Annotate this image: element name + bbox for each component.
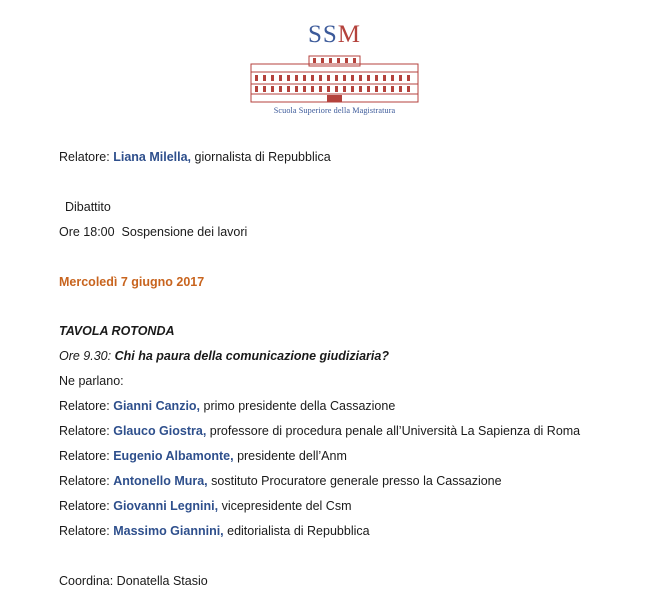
date-heading: Mercoledì 7 giugno 2017 (59, 275, 205, 289)
speaker-name: Eugenio Albamonte, (113, 449, 234, 463)
round-table-heading: TAVOLA ROTONDA (59, 324, 175, 338)
relatore-label: Relatore: (59, 399, 110, 413)
ssm-logo (247, 18, 422, 118)
logo-subtitle: Scuola Superiore della Magistratura (273, 106, 396, 115)
speaker-role: giornalista di Repubblica (191, 150, 331, 164)
logo-title-m: M (337, 21, 362, 48)
intro-speaker-line (59, 149, 331, 165)
speaker-role: primo presidente della Cassazione (200, 399, 396, 413)
relatore-label: Relatore: (59, 474, 110, 488)
speaker-row (59, 398, 395, 414)
relatore-label: Relatore: (59, 424, 110, 438)
speaker-name: Massimo Giannini, (113, 524, 224, 538)
suspension-time: Ore 18:00 (59, 225, 115, 239)
round-table-topic: Chi ha paura della comunicazione giudiziaria? (114, 349, 389, 363)
speaker-role: vicepresidente del Csm (218, 499, 352, 513)
speaker-name: Glauco Giostra, (113, 424, 207, 438)
speaker-row (59, 423, 580, 439)
round-table-time: Ore 9.30: (59, 349, 112, 363)
dibattito-line: Dibattito (65, 200, 111, 214)
relatore-label: Relatore: (59, 524, 110, 538)
speaker-role: sostituto Procuratore generale presso la Cassazione (207, 474, 502, 488)
round-table-intro: Ne parlano: (59, 374, 124, 388)
suspension-text: Sospensione dei lavori (121, 225, 248, 239)
speaker-role: editorialista di Repubblica (223, 524, 370, 538)
logo-title (247, 21, 422, 49)
speaker-name: Liana Milella, (113, 150, 192, 164)
relatore-label: Relatore: (59, 499, 110, 513)
speaker-row (59, 473, 502, 489)
suspension-line (59, 224, 247, 240)
speaker-name: Antonello Mura, (113, 474, 208, 488)
relatore-label: Relatore: (59, 150, 110, 164)
round-table-topic-line (59, 348, 389, 364)
coordinator-line: Coordina: Donatella Stasio (59, 574, 208, 588)
speaker-name: Gianni Canzio, (113, 399, 201, 413)
logo-title-ss: SS (307, 21, 338, 48)
speaker-name: Giovanni Legnini, (113, 499, 219, 513)
speaker-role: professore di procedura penale all’Università La Sapienza di Roma (206, 424, 581, 438)
speaker-row (59, 523, 370, 539)
palace-illustration-icon (247, 54, 422, 106)
speaker-row (59, 448, 347, 464)
speaker-role: presidente dell’Anm (233, 449, 347, 463)
speaker-row (59, 498, 352, 514)
relatore-label: Relatore: (59, 449, 110, 463)
